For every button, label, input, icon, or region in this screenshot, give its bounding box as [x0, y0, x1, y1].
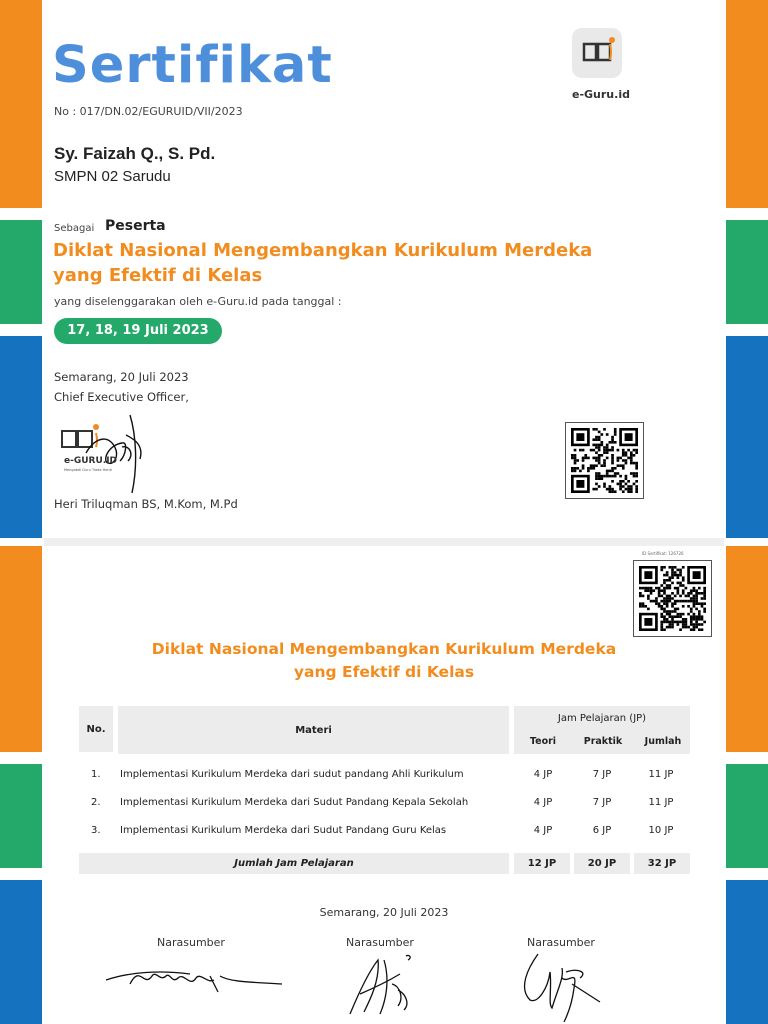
- ceo-name: Heri Triluqman BS, M.Kom, M.Pd: [54, 497, 238, 511]
- stripe-blue: [0, 336, 42, 538]
- stripe-green: [0, 764, 42, 868]
- stripe-orange: [726, 0, 768, 208]
- row-jumlah: 11 JP: [648, 797, 674, 808]
- col-jumlah-header: Jumlah: [644, 736, 682, 747]
- row-materi: Implementasi Kurikulum Merdeka dari Sudut Pandang Guru Kelas: [120, 825, 447, 836]
- qr-code-icon: [565, 422, 644, 499]
- stripe-green: [726, 220, 768, 324]
- certificate-title: Sertifikat: [52, 36, 333, 95]
- speaker-label: Narasumber: [157, 936, 225, 949]
- event-title: [53, 238, 653, 288]
- sign-position: Chief Executive Officer,: [54, 390, 189, 404]
- col-jp-header: [514, 706, 690, 754]
- role-prefix: Sebagai: [54, 223, 95, 234]
- sign-city-date: Semarang, 20 Juli 2023: [54, 370, 189, 384]
- row-no: 1.: [91, 769, 101, 780]
- certificate-number: No : 017/DN.02/EGURUID/VII/2023: [54, 105, 243, 118]
- stripe-blue: [726, 336, 768, 538]
- page-gap: [44, 538, 724, 546]
- certificate-id-caption: ID Sertifikat: 126726: [642, 551, 684, 556]
- row-teori: 4 JP: [533, 825, 553, 836]
- total-label: Jumlah Jam Pelajaran: [79, 853, 509, 874]
- detail-title: [0, 638, 768, 684]
- stripe-blue: [0, 880, 42, 1024]
- qr-code-icon: [633, 560, 712, 637]
- row-jumlah: 10 JP: [648, 825, 674, 836]
- event-title-line2: yang Efektif di Kelas: [53, 265, 263, 286]
- eguru-logo-icon: [572, 28, 622, 78]
- row-praktik: 7 JP: [592, 769, 612, 780]
- col-praktik-header: Praktik: [583, 736, 623, 747]
- stripe-green: [726, 764, 768, 868]
- detail-sign-city-date: Semarang, 20 Juli 2023: [319, 906, 449, 919]
- row-teori: 4 JP: [533, 797, 553, 808]
- stripe-green: [0, 220, 42, 324]
- speaker-signature-1: [100, 958, 290, 1024]
- col-no-header: No.: [79, 706, 113, 752]
- detail-title-line1: Diklat Nasional Mengembangkan Kurikulum Merdeka: [151, 640, 617, 658]
- stripe-blue: [726, 880, 768, 1024]
- speaker-signature-3: [508, 948, 608, 1024]
- ceo-signature-stamp: [56, 405, 176, 495]
- recipient-name: Sy. Faizah Q., S. Pd.: [54, 144, 216, 163]
- speaker-signature-2: [340, 950, 430, 1024]
- row-no: 3.: [91, 825, 101, 836]
- row-praktik: 7 JP: [592, 797, 612, 808]
- organizer-text: yang diselenggarakan oleh e-Guru.id pada tanggal :: [54, 295, 342, 308]
- total-praktik: 20 JP: [574, 853, 630, 874]
- event-title-line1: Diklat Nasional Mengembangkan Kurikulum Merdeka: [53, 240, 593, 261]
- row-materi: Implementasi Kurikulum Merdeka dari Sudut Pandang Kepala Sekolah: [120, 797, 469, 808]
- row-jumlah: 11 JP: [648, 769, 674, 780]
- row-teori: 4 JP: [533, 769, 553, 780]
- row-praktik: 6 JP: [592, 825, 612, 836]
- stripe-orange: [0, 0, 42, 208]
- col-teori-header: Teori: [529, 736, 557, 747]
- sign-logo-tagline: Mengabdi Guru Tiada Henti: [64, 468, 112, 472]
- total-teori: 12 JP: [514, 853, 570, 874]
- col-materi-header: Materi: [118, 706, 509, 754]
- event-dates-badge: 17, 18, 19 Juli 2023: [54, 318, 222, 344]
- speaker-label: Narasumber: [346, 936, 414, 949]
- detail-title-line2: yang Efektif di Kelas: [293, 663, 475, 681]
- sign-logo-text: e-GURU.ID: [64, 456, 118, 466]
- total-jumlah: 32 JP: [634, 853, 690, 874]
- recipient-school: SMPN 02 Sarudu: [54, 168, 171, 185]
- eguru-logo-text: e-Guru.id: [572, 88, 630, 101]
- speaker-label: Narasumber: [527, 936, 595, 949]
- row-materi: Implementasi Kurikulum Merdeka dari sudut pandang Ahli Kurikulum: [120, 769, 464, 780]
- col-jp-group-label: Jam Pelajaran (JP): [557, 713, 647, 724]
- role-label: Peserta: [105, 218, 166, 234]
- row-no: 2.: [91, 797, 101, 808]
